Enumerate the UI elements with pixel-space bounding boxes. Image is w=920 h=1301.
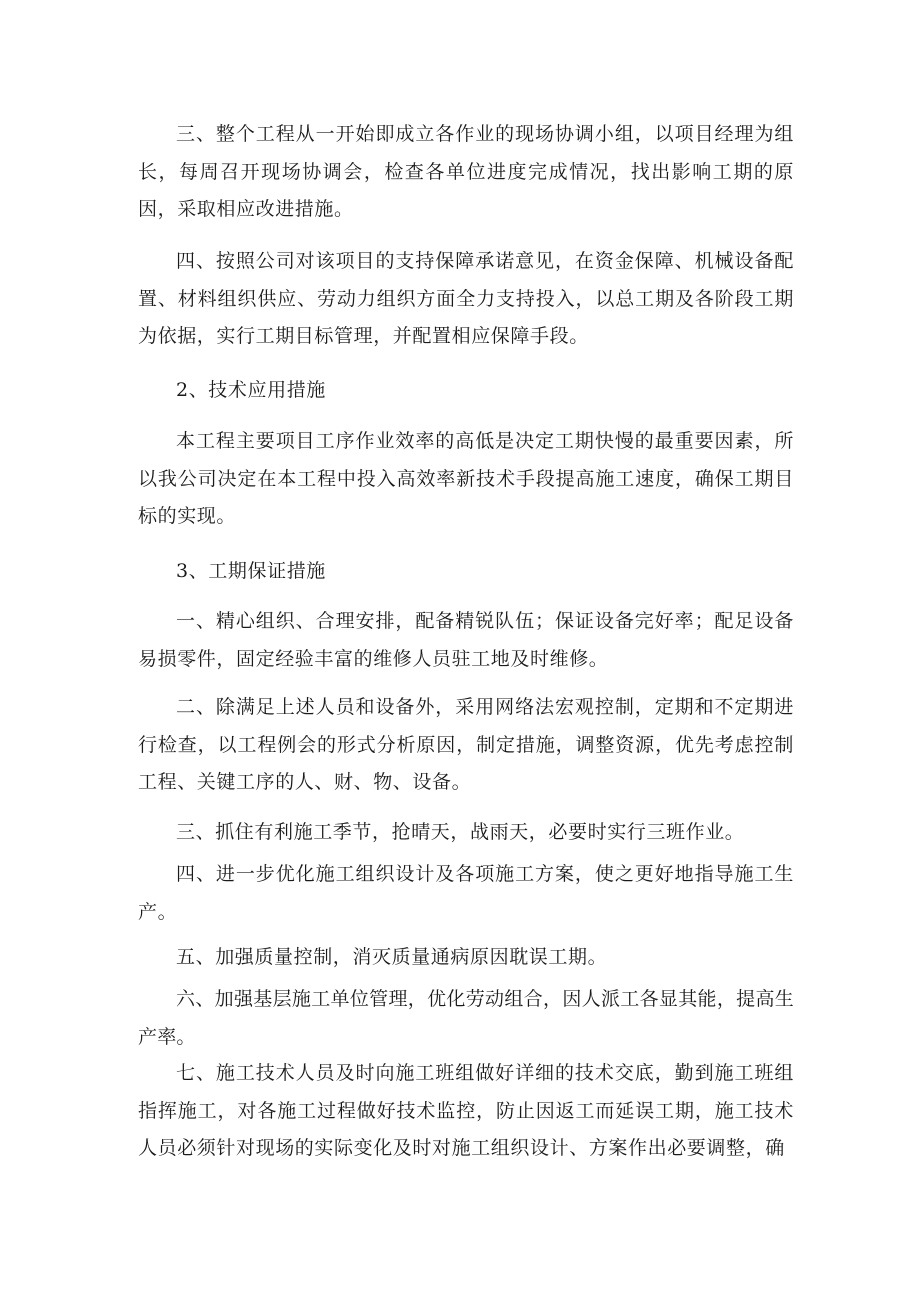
paragraph-item-six: 六、加强基层施工单位管理，优化劳动组合，因人派工各显其能，提高生产率。 — [138, 988, 794, 1048]
section-heading-schedule-guarantee: 3、工期保证措施 — [176, 560, 326, 582]
paragraph-coordination-group: 三、整个工程从一开始即成立各作业的现场协调小组，以项目经理为组长，每周召开现场协调会，检查各单位进度完成情况，找出影响工期的原因，采取相应改进措施。 — [138, 123, 794, 220]
paragraph-item-three: 三、抓住有利施工季节，抢晴天，战雨天，必要时实行三班作业。 — [176, 821, 745, 843]
paragraph-item-two: 二、除满足上述人员和设备外，采用网络法宏观控制，定期和不定期进行检查，以工程例会的形式分析原因，制定措施，调整资源，优先考虑控制工程、关键工序的人、财、物、设备。 — [138, 696, 794, 793]
paragraph-item-five: 五、加强质量控制，消灭质量通病原因耽误工期。 — [176, 946, 608, 968]
paragraph-item-four: 四、进一步优化施工组织设计及各项施工方案，使之更好地指导施工生产。 — [138, 863, 794, 923]
paragraph-item-seven: 七、施工技术人员及时向施工班组做好详细的技术交底，勤到施工班组指挥施工，对各施工过程做好技术监控，防止因返工而延误工期，施工技术人员必须针对现场的实际变化及时对施工组织设计、方案作出必要调整，确 — [138, 1062, 794, 1159]
paragraph-item-one: 一、精心组织、合理安排，配备精锐队伍；保证设备完好率；配足设备易损零件，固定经验丰富的维修人员驻工地及时维修。 — [138, 610, 794, 670]
paragraph-technology-efficiency: 本工程主要项目工序作业效率的高低是决定工期快慢的最重要因素，所以我公司决定在本工程中投入高效率新技术手段提高施工速度，确保工期目标的实现。 — [138, 430, 794, 527]
section-heading-technology: 2、技术应用措施 — [176, 379, 326, 401]
paragraph-company-support: 四、按照公司对该项目的支持保障承诺意见，在资金保障、机械设备配置、材料组织供应、劳动力组织方面全力支持投入，以总工期及各阶段工期为依据，实行工期目标管理，并配置相应保障手段。 — [138, 250, 794, 347]
